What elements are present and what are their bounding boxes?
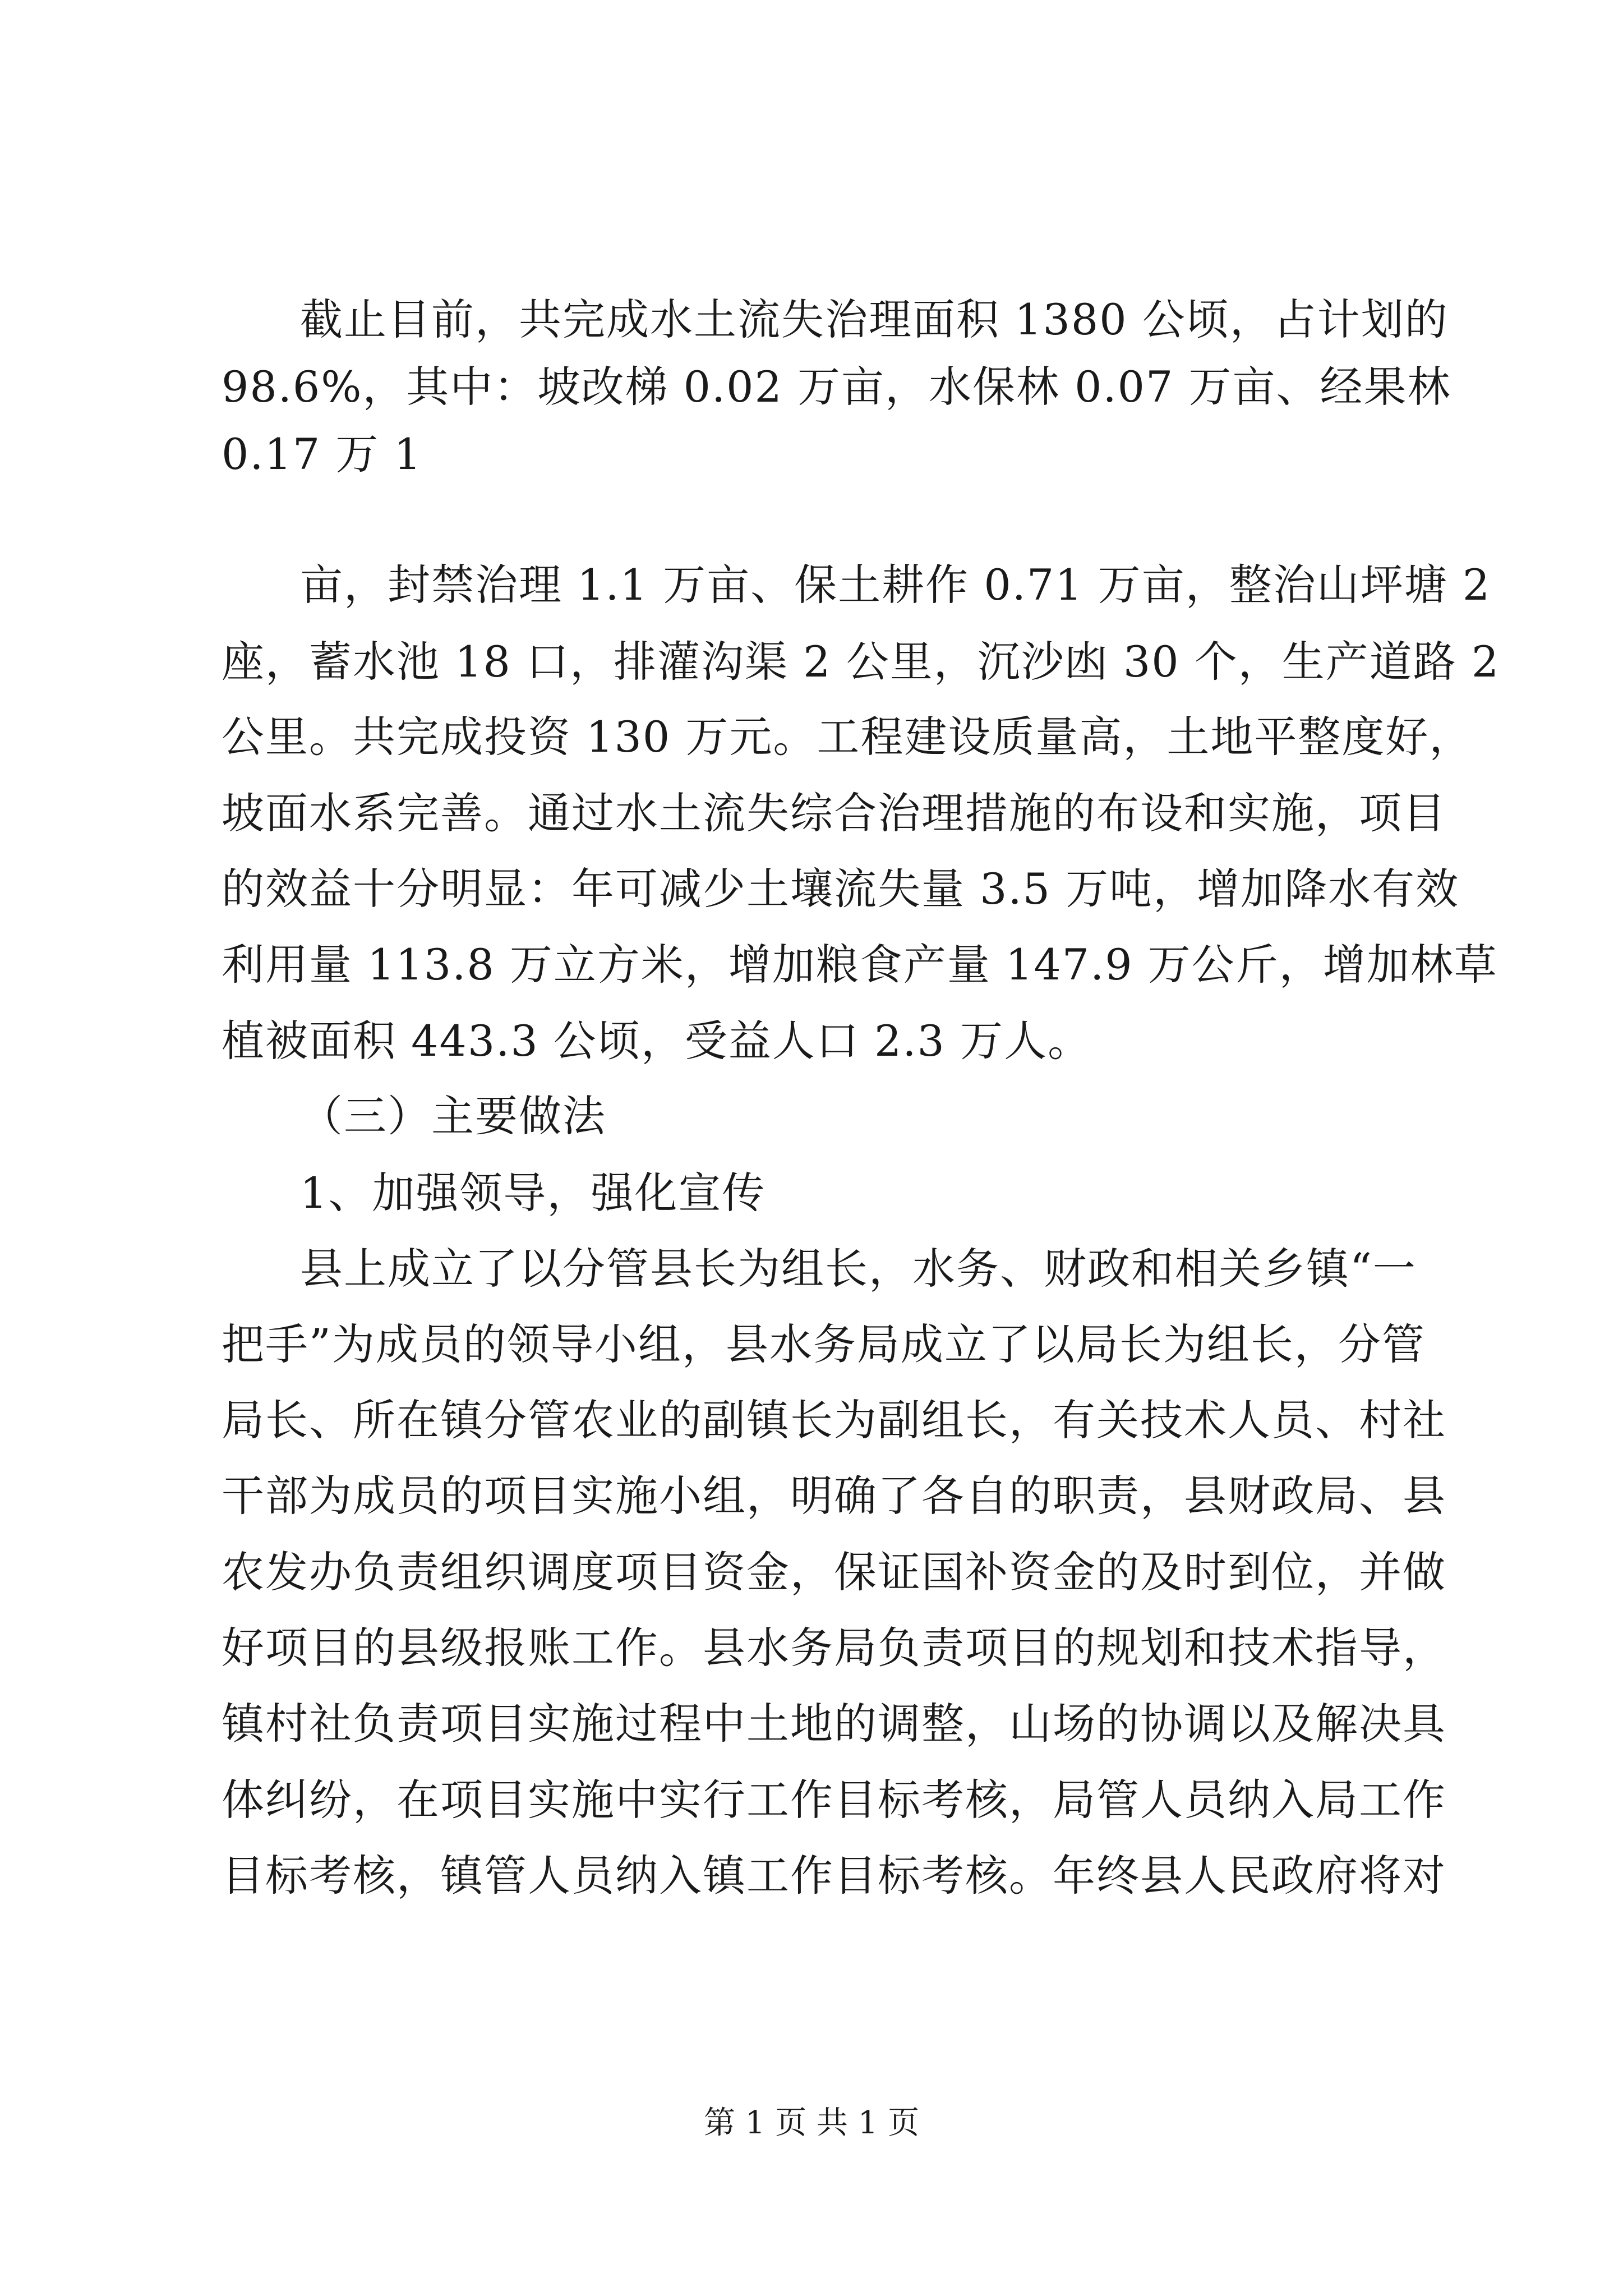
paragraph-line: 公里。共完成投资 130 万元。工程建设质量高，土地平整度好，	[222, 712, 1473, 762]
paragraph-line: 干部为成员的项目实施小组，明确了各自的职责，县财政局、县	[222, 1471, 1446, 1521]
paragraph-line: 好项目的县级报账工作。县水务局负责项目的规划和技术指导，	[222, 1623, 1446, 1673]
paragraph-line: 把手”为成员的领导小组，县水务局成立了以局长为组长，分管	[222, 1319, 1426, 1369]
section-heading: （三）主要做法	[300, 1091, 606, 1141]
subsection-heading: 1、加强领导，强化宣传	[300, 1168, 766, 1218]
page-footer: 第 1 页 共 1 页	[703, 2105, 920, 2141]
paragraph-line: 局长、所在镇分管农业的副镇长为副组长，有关技术人员、村社	[222, 1395, 1446, 1445]
paragraph-line: 利用量 113.8 万立方米，增加粮食产量 147.9 万公斤，增加林草	[222, 940, 1498, 990]
paragraph-line: 98.6%，其中：坡改梯 0.02 万亩，水保林 0.07 万亩、经果林	[222, 362, 1451, 412]
paragraph-line: 县上成立了以分管县长为组长，水务、财政和相关乡镇“一	[300, 1244, 1417, 1294]
paragraph-line: 的效益十分明显：年可减少土壤流失量 3.5 万吨，增加降水有效	[222, 864, 1460, 914]
paragraph-line: 亩，封禁治理 1.1 万亩、保土耕作 0.71 万亩，整治山坪塘 2	[300, 560, 1491, 610]
paragraph-line: 镇村社负责项目实施过程中土地的调整，山场的协调以及解决具	[222, 1699, 1446, 1749]
paragraph-line: 座，蓄水池 18 口，排灌沟渠 2 公里，沉沙凼 30 个，生产道路 2	[222, 637, 1500, 687]
paragraph-line: 坡面水系完善。通过水土流失综合治理措施的布设和实施，项目	[222, 788, 1446, 838]
paragraph-line: 截止目前，共完成水土流失治理面积 1380 公顷，占计划的	[300, 295, 1449, 344]
paragraph-line: 0.17 万 1	[222, 429, 422, 479]
paragraph-line: 目标考核，镇管人员纳入镇工作目标考核。年终县人民政府将对	[222, 1851, 1446, 1901]
paragraph-line: 农发办负责组织调度项目资金，保证国补资金的及时到位，并做	[222, 1547, 1446, 1597]
paragraph-line: 植被面积 443.3 公顷，受益人口 2.3 万人。	[222, 1016, 1092, 1066]
paragraph-line: 体纠纷，在项目实施中实行工作目标考核，局管人员纳入局工作	[222, 1775, 1446, 1825]
